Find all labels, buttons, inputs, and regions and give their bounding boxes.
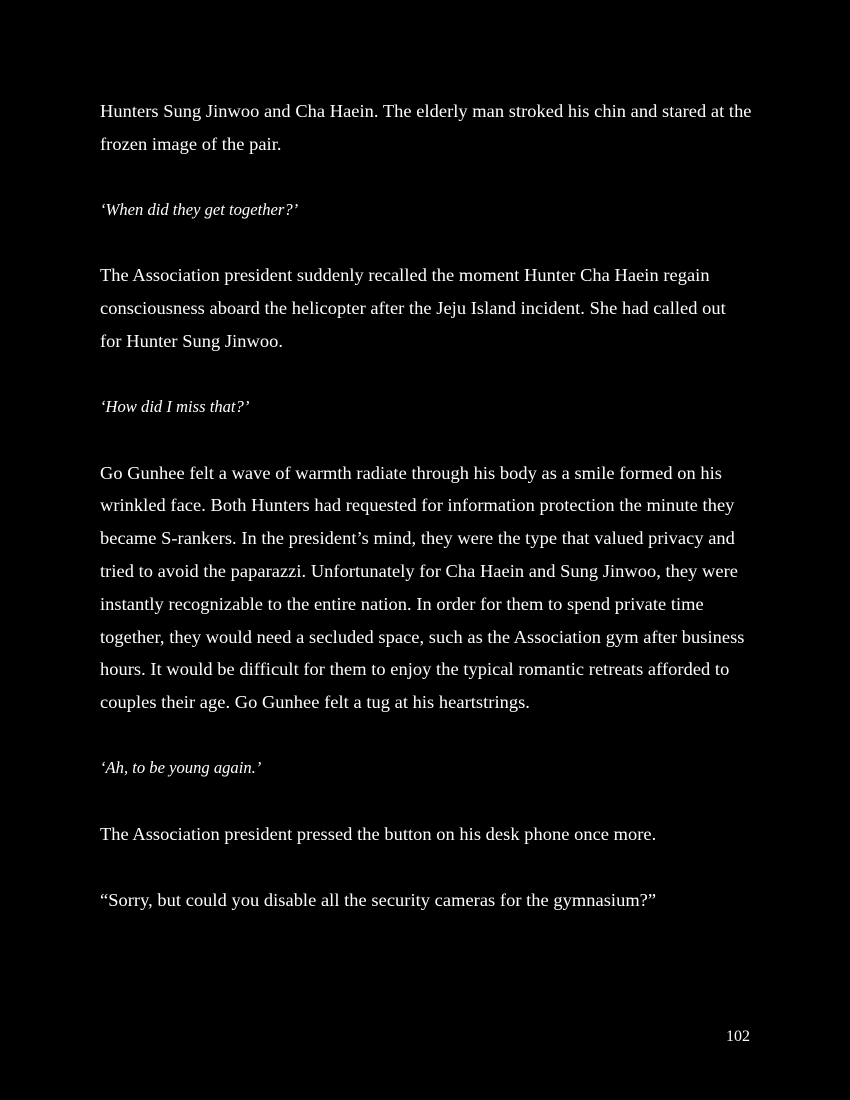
spacer xyxy=(100,851,752,884)
spacer xyxy=(100,424,752,457)
spacer xyxy=(100,785,752,818)
spacer xyxy=(100,358,752,391)
thought-1: ‘When did they get together?’ xyxy=(100,199,299,219)
thought-3: ‘Ah, to be young again.’ xyxy=(100,757,262,777)
paragraph-2: The Association president suddenly recalled the moment Hunter Cha Haein regain consciousness aboard the helicopter after the Jeju Island incident. She had called out for Hunter Sung Jinwoo. xyxy=(100,265,726,351)
paragraph-4: The Association president pressed the button on his desk phone once more. xyxy=(100,823,657,844)
thought-2: ‘How did I miss that?’ xyxy=(100,396,250,416)
paragraph-5: “Sorry, but could you disable all the security cameras for the gymnasium?” xyxy=(100,889,657,910)
page-number: 102 xyxy=(726,1028,750,1045)
spacer xyxy=(100,719,752,752)
paragraph-1: Hunters Sung Jinwoo and Cha Haein. The elderly man stroked his chin and stared at the frozen image of the pair. xyxy=(100,101,752,154)
spacer xyxy=(100,226,752,259)
spacer xyxy=(100,161,752,194)
paragraph-3: Go Gunhee felt a wave of warmth radiate through his body as a smile formed on his wrinkled face. Both Hunters had requested for information protection the minute they became S-rankers. In the president’s mind, they were the type that valued privacy and tried to avoid the paparazzi. Unfortunately for Cha Haein and Sung Jinwoo, they were instantly recognizable to the entire nation. In order for them to spend private time together, they would need a secluded space, such as the Association gym after business hours. It would be difficult for them to enjoy the typical romantic retreats afforded to couples their age. Go Gunhee felt a tug at his heartstrings. xyxy=(100,462,745,713)
page-body xyxy=(100,95,752,916)
